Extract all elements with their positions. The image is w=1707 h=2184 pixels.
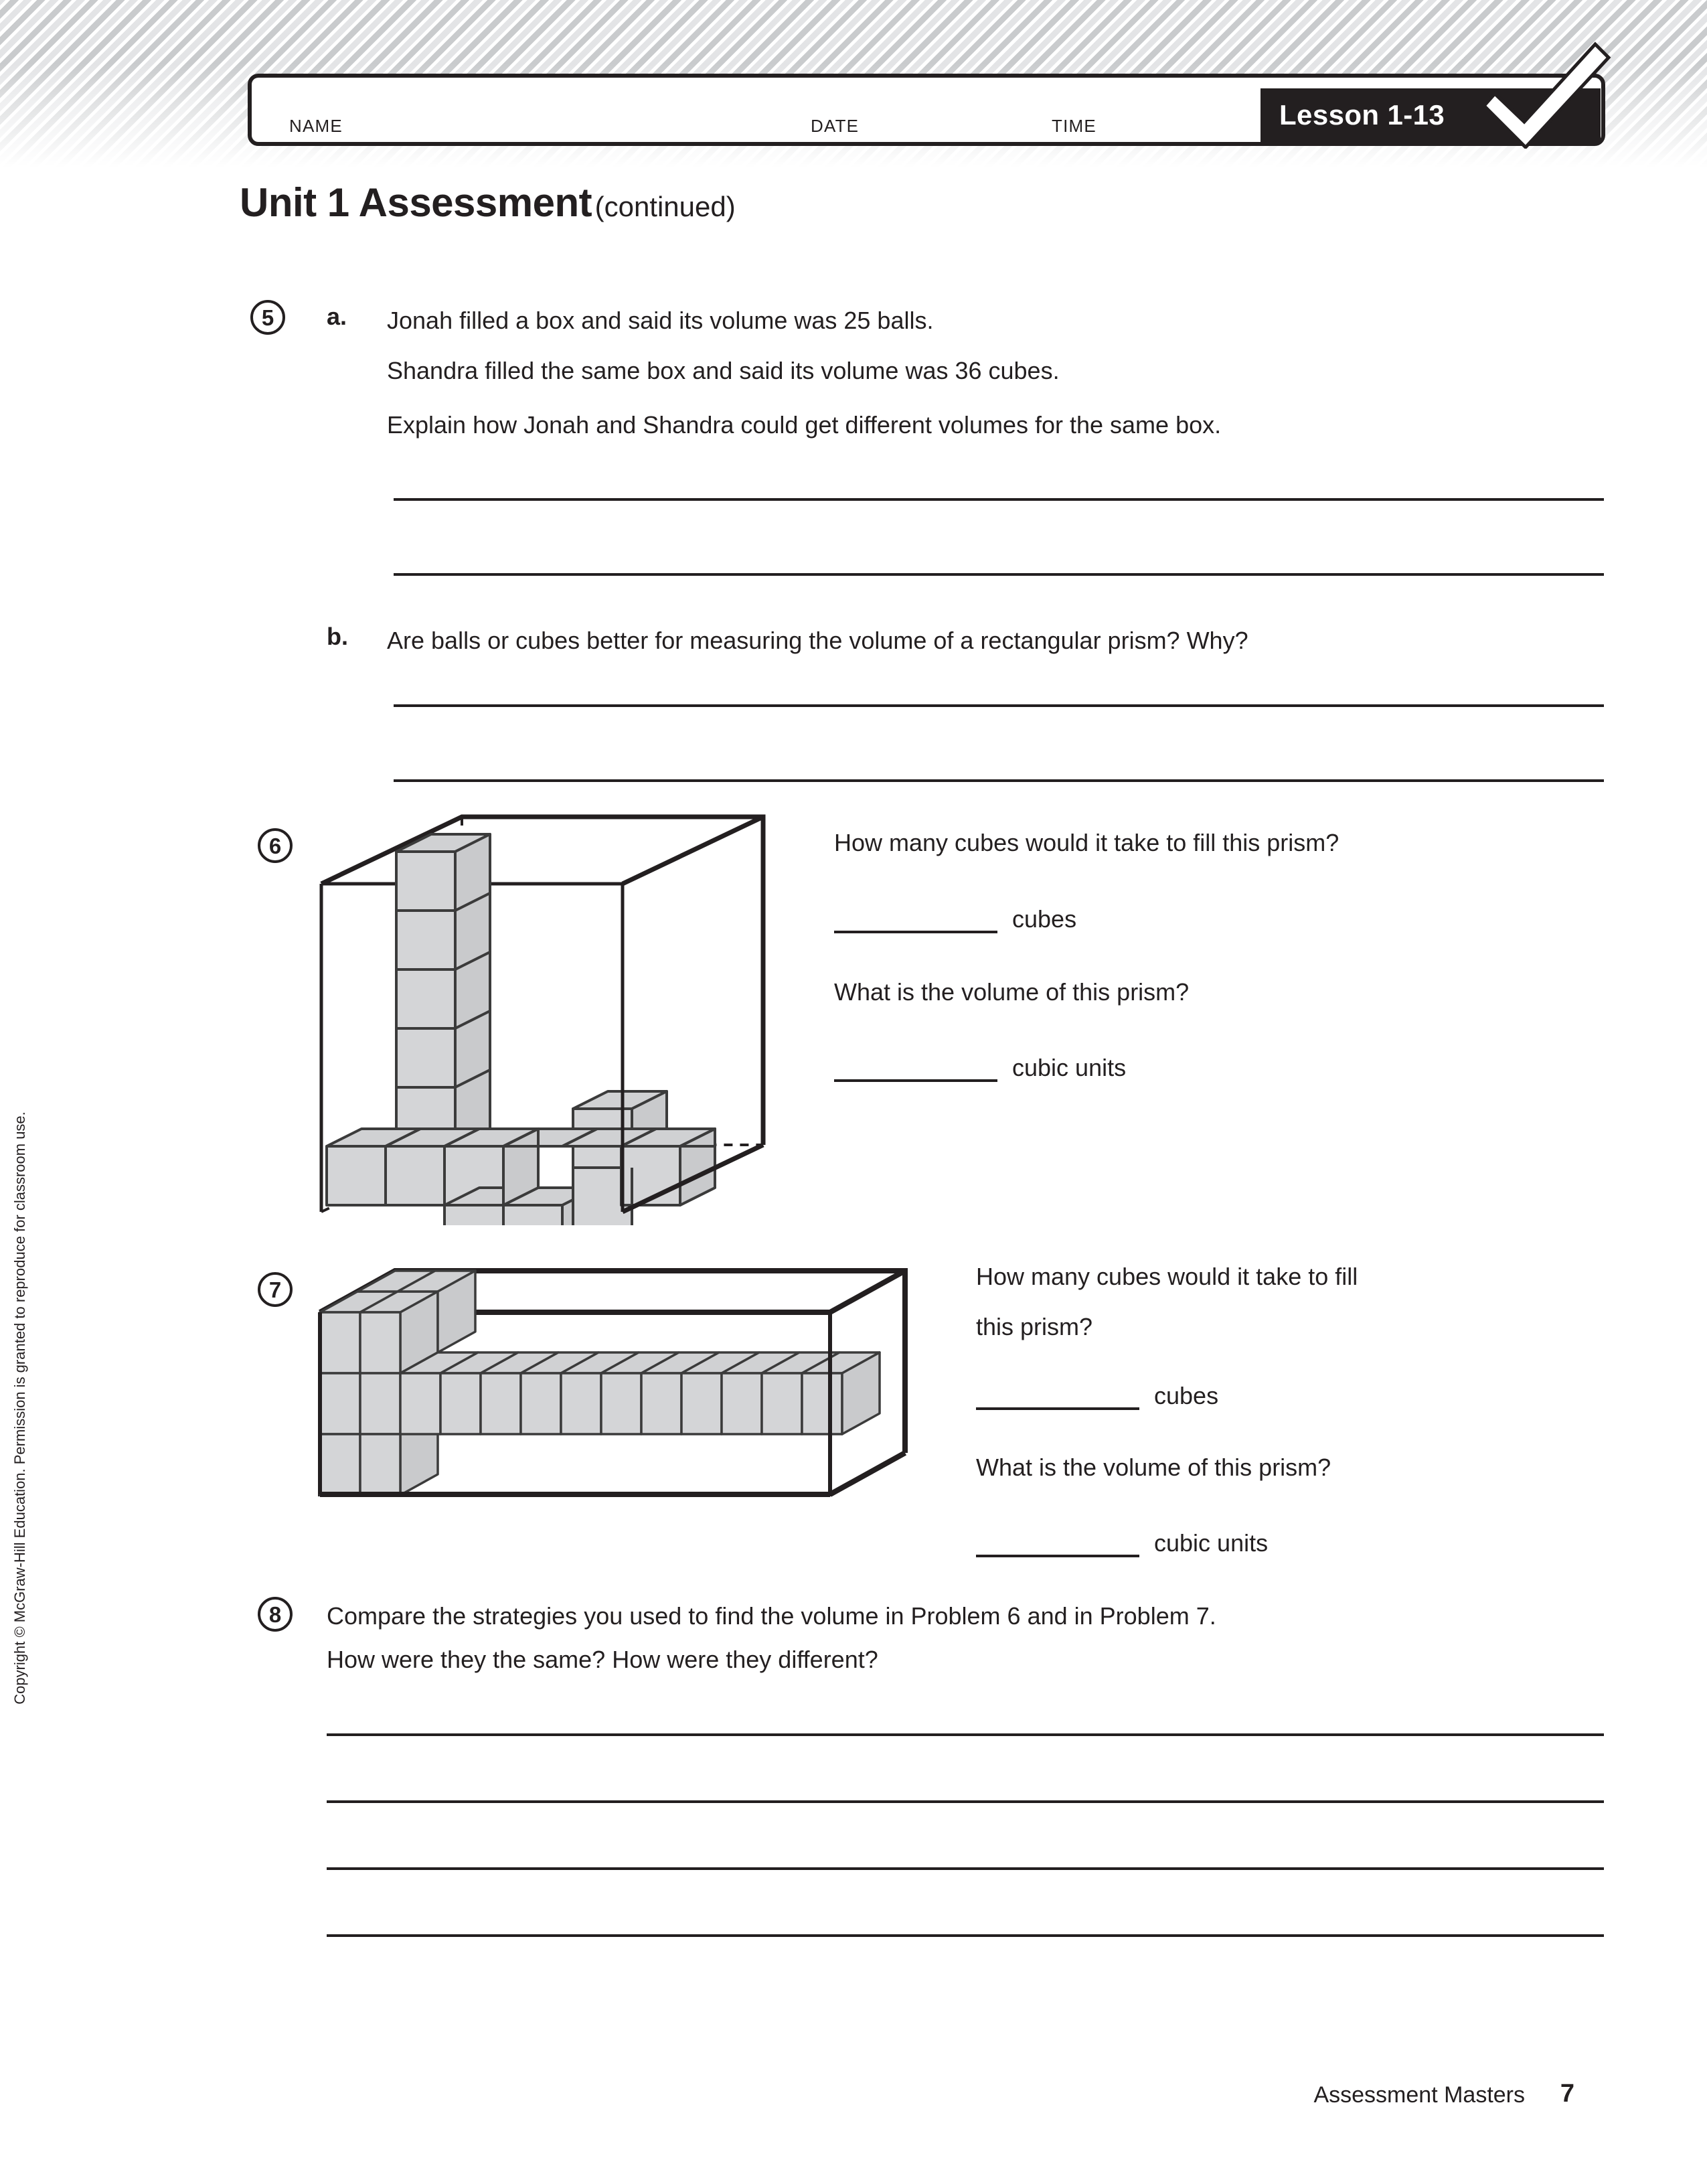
problem-7-question-1-line-2: this prism? <box>976 1313 1093 1340</box>
problem-6-volume-unit: cubic units <box>1012 1054 1127 1081</box>
problem-6-cubes-answer-blank[interactable] <box>834 931 997 933</box>
problem-6-volume-answer-blank[interactable] <box>834 1079 997 1082</box>
date-field-label: DATE <box>811 116 860 136</box>
problem-5a-line-2: Shandra filled the same box and said its volume was 36 cubes. <box>387 357 1060 384</box>
lesson-badge-label: Lesson 1-13 <box>1279 99 1445 131</box>
problem-7-question-1-line-1: How many cubes would it take to fill <box>976 1263 1358 1290</box>
problem-8-answer-line-2[interactable] <box>327 1800 1604 1803</box>
problem-8-line-1: Compare the strategies you used to find the volume in Problem 6 and in Problem 7. <box>327 1602 1216 1630</box>
problem-7-question-2: What is the volume of this prism? <box>976 1454 1331 1481</box>
page-title-continued: (continued) <box>594 191 736 222</box>
problem-8-answer-line-1[interactable] <box>327 1733 1604 1736</box>
problem-number-8: 8 <box>258 1597 293 1632</box>
problem-6-cubes-unit: cubes <box>1012 905 1077 933</box>
problem-7-cubes-unit: cubes <box>1154 1382 1219 1409</box>
problem-8-answer-line-3[interactable] <box>327 1867 1604 1870</box>
page-title-main: Unit 1 Assessment <box>240 180 592 225</box>
problem-number-5: 5 <box>250 300 285 335</box>
problem-5a-label: a. <box>327 303 347 330</box>
page-title <box>240 179 736 226</box>
lesson-badge <box>1261 88 1601 142</box>
problem-number-6: 6 <box>258 828 293 863</box>
time-field-label: TIME <box>1052 116 1096 136</box>
problem-5b-answer-line-1[interactable] <box>394 704 1604 707</box>
problem-5a-answer-line-1[interactable] <box>394 498 1604 501</box>
problem-5a-line-1: Jonah filled a box and said its volume was 25 balls. <box>387 307 934 334</box>
copyright-notice: Copyright © McGraw-Hill Education. Permission is granted to reproduce for classroom use. <box>11 1111 28 1705</box>
problem-6-prism-diagram <box>315 797 770 1229</box>
problem-6-question-1: How many cubes would it take to fill this prism? <box>834 829 1339 856</box>
problem-6-question-2: What is the volume of this prism? <box>834 978 1190 1006</box>
problem-7-prism-diagram <box>315 1245 910 1516</box>
problem-number-7: 7 <box>258 1272 293 1307</box>
problem-7-cubes-answer-blank[interactable] <box>976 1407 1139 1410</box>
problem-5b-line-1: Are balls or cubes better for measuring the volume of a rectangular prism? Why? <box>387 627 1248 654</box>
footer-label: Assessment Masters <box>1313 2082 1525 2108</box>
problem-5a-answer-line-2[interactable] <box>394 573 1604 576</box>
problem-8-answer-line-4[interactable] <box>327 1934 1604 1937</box>
footer-page-number: 7 <box>1560 2080 1574 2108</box>
problem-5a-line-3: Explain how Jonah and Shandra could get different volumes for the same box. <box>387 411 1222 439</box>
name-field-label: NAME <box>289 116 343 136</box>
problem-5b-answer-line-2[interactable] <box>394 779 1604 782</box>
problem-7-volume-answer-blank[interactable] <box>976 1555 1139 1557</box>
problem-7-volume-unit: cubic units <box>1154 1529 1269 1557</box>
problem-8-line-2: How were they the same? How were they different? <box>327 1646 878 1673</box>
problem-5b-label: b. <box>327 623 348 650</box>
